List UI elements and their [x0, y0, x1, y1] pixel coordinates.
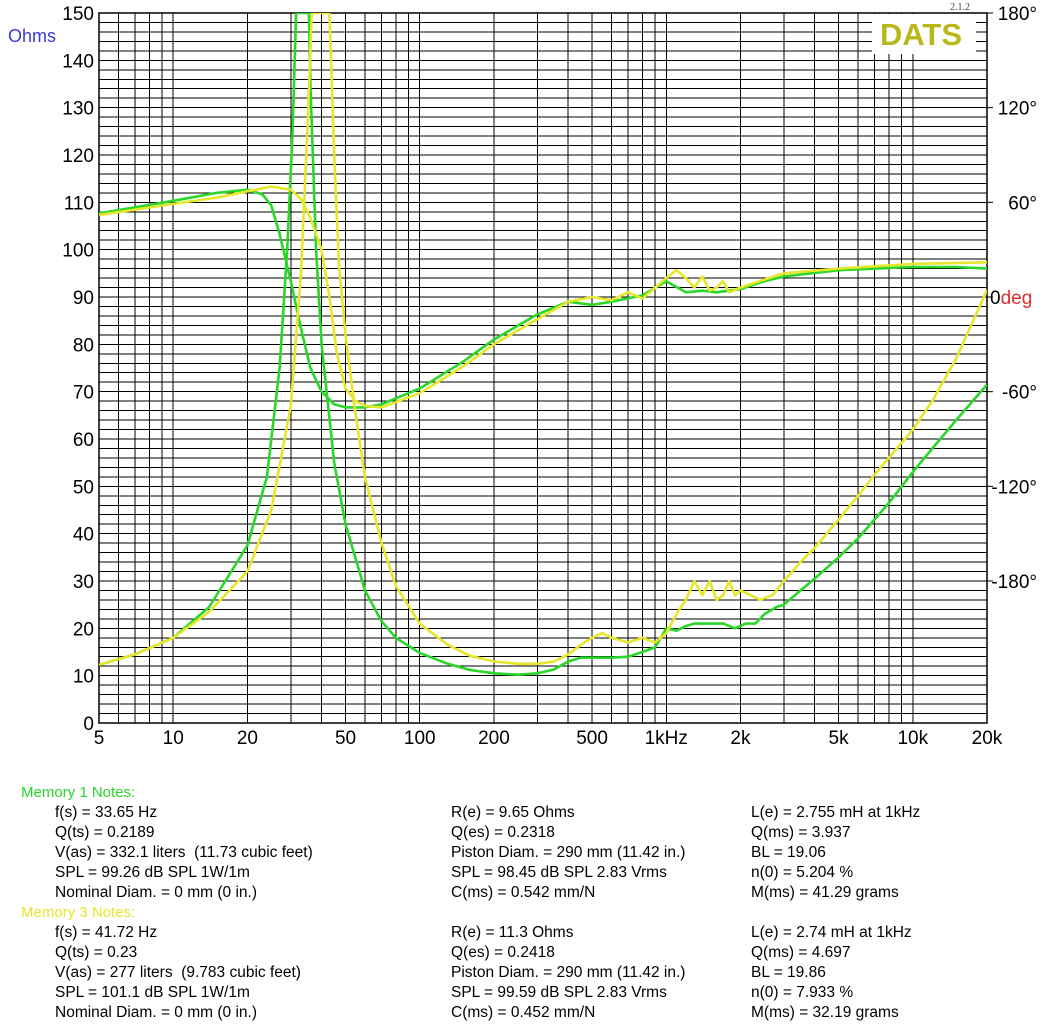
memory-3-piston-diam: Piston Diam. = 290 mm (11.42 in.) — [451, 964, 686, 981]
y-right-tick-label: 120° — [997, 98, 1037, 120]
x-tick-label: 2k — [730, 728, 751, 749]
y-left-tick-label: 140 — [62, 51, 94, 73]
memory-1-mms: M(ms) = 41.29 grams — [751, 884, 899, 901]
x-tick-label: 5 — [93, 728, 105, 749]
plot-frame — [99, 13, 987, 723]
impedance-curve-series-2 — [99, 13, 987, 665]
memory-3-n0: n(0) = 7.933 % — [751, 984, 854, 1001]
y-left-tick-label: 110 — [63, 193, 94, 215]
memory-3-bl: BL = 19.86 — [751, 964, 826, 981]
phase-curve-series-1 — [99, 190, 987, 408]
plot-grid — [99, 13, 987, 723]
memory-1-qes: Q(es) = 0.2318 — [451, 824, 555, 841]
y-right-unit-label: deg — [1000, 288, 1033, 309]
memory-3-spl-283: SPL = 99.59 dB SPL 2.83 Vrms — [451, 984, 667, 1001]
y-right-tick-label: -180° — [991, 572, 1037, 593]
memory-3-le: L(e) = 2.74 mH at 1kHz — [751, 924, 912, 941]
x-tick-label: 10 — [162, 728, 184, 749]
x-tick-label: 500 — [576, 728, 608, 749]
driver-notes — [0, 784, 1051, 1026]
memory-1-qms: Q(ms) = 3.937 — [751, 824, 851, 841]
y-left-tick-label: 20 — [72, 619, 94, 641]
y-left-tick-label: 70 — [72, 382, 94, 404]
memory-1-spl-283: SPL = 98.45 dB SPL 2.83 Vrms — [451, 864, 667, 881]
y-right-tick-label: 180° — [997, 4, 1037, 25]
memory-1-qts: Q(ts) = 0.2189 — [55, 824, 155, 841]
memory-1-re: R(e) = 9.65 Ohms — [451, 804, 575, 821]
memory-1-cms: C(ms) = 0.542 mm/N — [451, 884, 596, 901]
memory-3-qts: Q(ts) = 0.23 — [55, 944, 138, 961]
x-tick-label: 20k — [971, 728, 1003, 749]
y-left-tick-label: 0 — [83, 714, 94, 735]
x-tick-label: 200 — [478, 728, 510, 749]
x-tick-label: 50 — [334, 728, 357, 749]
memory-1-nominal-diam: Nominal Diam. = 0 mm (0 in.) — [55, 884, 257, 901]
y-left-tick-label: 150 — [62, 4, 94, 25]
memory-1-notes-title: Memory 1 Notes: — [21, 784, 136, 801]
y-left-tick-label: 60 — [72, 430, 94, 451]
y-right-zero-label: 0 — [990, 288, 1001, 309]
memory-1-vas: V(as) = 332.1 liters (11.73 cubic feet) — [55, 844, 313, 861]
memory-1-spl-1w: SPL = 99.26 dB SPL 1W/1m — [55, 864, 250, 881]
x-tick-label: 100 — [403, 728, 436, 749]
y-left-tick-label: 120 — [62, 146, 94, 167]
memory-1-fs: f(s) = 33.65 Hz — [55, 804, 158, 821]
memory-3-qes: Q(es) = 0.2418 — [451, 944, 555, 961]
x-tick-label: 20 — [236, 728, 258, 749]
x-tick-label: 1kHz — [644, 728, 688, 749]
y-left-tick-label: 90 — [72, 288, 94, 309]
y-left-tick-label: 10 — [72, 666, 94, 688]
dats-logo: DATS — [879, 17, 963, 52]
memory-3-notes-title: Memory 3 Notes: — [21, 904, 136, 921]
memory-3-fs: f(s) = 41.72 Hz — [55, 924, 158, 941]
y-left-tick-label: 50 — [72, 477, 94, 499]
memory-3-cms: C(ms) = 0.452 mm/N — [451, 1004, 596, 1021]
y-left-tick-label: 40 — [72, 524, 94, 546]
x-tick-label: 10k — [897, 728, 929, 749]
y-right-tick-label: -120° — [991, 477, 1037, 499]
memory-3-re: R(e) = 11.3 Ohms — [451, 924, 574, 941]
y-right-tick-label: 60° — [1008, 193, 1037, 215]
memory-3-spl-1w: SPL = 101.1 dB SPL 1W/1m — [55, 984, 250, 1001]
y-right-tick-label: -60° — [1001, 382, 1037, 404]
memory-3-vas: V(as) = 277 liters (9.783 cubic feet) — [55, 964, 301, 981]
y-left-tick-label: 100 — [62, 240, 94, 262]
y-left-tick-label: 130 — [62, 98, 94, 120]
y-right-axis-label — [990, 288, 1032, 309]
y-left-tick-label: 30 — [72, 572, 94, 593]
memory-1-bl: BL = 19.06 — [751, 844, 826, 861]
memory-3-nominal-diam: Nominal Diam. = 0 mm (0 in.) — [55, 1004, 257, 1021]
memory-3-qms: Q(ms) = 4.697 — [751, 944, 851, 961]
y-left-tick-label: 80 — [72, 335, 94, 357]
version-label: 2.1.2 — [950, 2, 970, 13]
y-left-axis-label: Ohms — [8, 26, 57, 46]
memory-3-mms: M(ms) = 32.19 grams — [751, 1004, 899, 1021]
memory-1-le: L(e) = 2.755 mH at 1kHz — [751, 804, 921, 821]
memory-1-n0: n(0) = 5.204 % — [751, 864, 854, 881]
memory-1-piston-diam: Piston Diam. = 290 mm (11.42 in.) — [451, 844, 686, 861]
x-tick-label: 5k — [828, 728, 849, 749]
